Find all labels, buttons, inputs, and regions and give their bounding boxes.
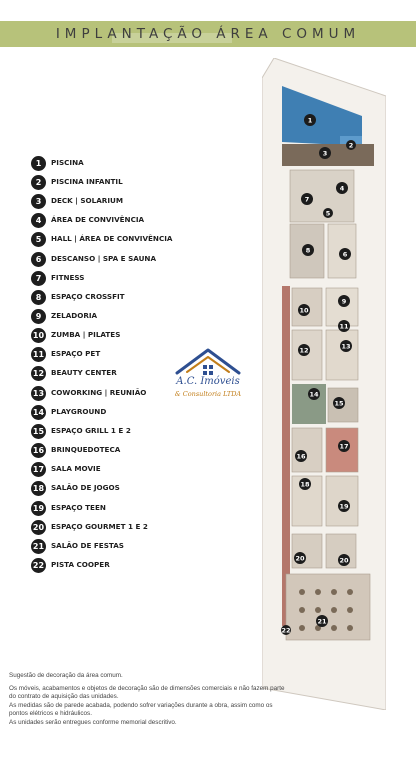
notes-caption: Sugestão de decoração da área comum. bbox=[9, 672, 123, 679]
legend-label: PISCINA bbox=[51, 158, 84, 167]
plan-marker bbox=[298, 304, 310, 316]
plan-marker bbox=[323, 208, 333, 218]
plan-marker bbox=[338, 440, 350, 452]
svg-text:21: 21 bbox=[317, 617, 327, 626]
plan-marker bbox=[346, 140, 356, 150]
legend-label: ZUMBA | PILATES bbox=[51, 330, 121, 339]
site-plan bbox=[262, 58, 386, 710]
room-block bbox=[290, 170, 354, 222]
site-plan-drawing bbox=[262, 58, 386, 710]
legend-label: ESPAÇO GRILL 1 E 2 bbox=[51, 426, 131, 435]
svg-text:2: 2 bbox=[348, 141, 354, 150]
legend-label: ESPAÇO PET bbox=[51, 349, 101, 358]
legend-number: 6 bbox=[31, 252, 46, 267]
legend-number: 1 bbox=[31, 156, 46, 171]
legend-label: BRINQUEDOTECA bbox=[51, 445, 121, 454]
plan-marker bbox=[338, 320, 350, 332]
legend-label: ESPAÇO CROSSFIT bbox=[51, 292, 125, 301]
notes-line: Os móveis, acabamentos e objetos de decoração são de dimensões comerciais e não fazem parte do contrato de aquisição das unidades. bbox=[9, 684, 285, 701]
logo-subtitle: & Consultoria LTDA bbox=[174, 390, 242, 398]
legend-number: 22 bbox=[31, 558, 46, 573]
legend-number: 5 bbox=[31, 232, 46, 247]
legend-number: 7 bbox=[31, 271, 46, 286]
svg-text:11: 11 bbox=[339, 322, 349, 331]
svg-text:7: 7 bbox=[304, 195, 310, 204]
svg-text:3: 3 bbox=[322, 149, 328, 158]
plan-marker bbox=[340, 340, 352, 352]
legend-label: DESCANSO | SPA E SAUNA bbox=[51, 254, 157, 263]
house-roof-icon bbox=[173, 345, 243, 379]
svg-text:14: 14 bbox=[309, 390, 319, 399]
svg-text:22: 22 bbox=[281, 626, 291, 635]
notes-line: As unidades serão entregues conforme memorial descritivo. bbox=[9, 718, 177, 726]
plan-marker bbox=[281, 625, 291, 635]
legend-label: BEAUTY CENTER bbox=[51, 368, 117, 377]
legend-number: 10 bbox=[31, 328, 46, 343]
legend-number: 17 bbox=[31, 462, 46, 477]
legend-number: 16 bbox=[31, 443, 46, 458]
plan-marker bbox=[319, 147, 331, 159]
legend-number: 4 bbox=[31, 213, 46, 228]
company-logo bbox=[173, 345, 243, 411]
legend-number: 2 bbox=[31, 175, 46, 190]
legend-number: 18 bbox=[31, 481, 46, 496]
plan-marker bbox=[299, 478, 311, 490]
room-block bbox=[326, 330, 358, 380]
svg-text:20: 20 bbox=[339, 556, 349, 565]
svg-text:13: 13 bbox=[341, 342, 351, 351]
plan-marker bbox=[295, 450, 307, 462]
legend-label: PLAYGROUND bbox=[51, 407, 107, 416]
legend-number: 21 bbox=[31, 539, 46, 554]
svg-text:1: 1 bbox=[307, 116, 313, 125]
svg-text:4: 4 bbox=[339, 184, 345, 193]
notes-line: As medidas são de parede acabada, podendo sofrer variações durante a obra, assim como os pontos elétricos e hidráulicos. bbox=[9, 701, 273, 718]
legend-label: PISCINA INFANTIL bbox=[51, 177, 123, 186]
plan-marker bbox=[301, 193, 313, 205]
logo-name: A.C. Imóveis bbox=[176, 376, 240, 387]
plan-marker bbox=[316, 615, 328, 627]
plan-marker bbox=[302, 244, 314, 256]
legend-number: 14 bbox=[31, 405, 46, 420]
svg-text:19: 19 bbox=[339, 502, 349, 511]
plan-marker bbox=[339, 248, 351, 260]
svg-text:12: 12 bbox=[299, 346, 309, 355]
legend-number: 15 bbox=[31, 424, 46, 439]
plan-marker bbox=[338, 554, 350, 566]
svg-text:20: 20 bbox=[295, 554, 305, 563]
legend-number: 19 bbox=[31, 501, 46, 516]
svg-text:17: 17 bbox=[339, 442, 349, 451]
svg-text:5: 5 bbox=[325, 209, 331, 218]
room-block bbox=[292, 428, 322, 472]
svg-text:15: 15 bbox=[334, 399, 344, 408]
legend-label: ZELADORIA bbox=[51, 311, 98, 320]
room-block bbox=[326, 288, 358, 326]
svg-text:18: 18 bbox=[300, 480, 310, 489]
svg-text:10: 10 bbox=[299, 306, 309, 315]
plan-marker bbox=[333, 397, 345, 409]
legend-label: PISTA COOPER bbox=[51, 560, 110, 569]
page-title: IMPLANTAÇÃO ÁREA COMUM bbox=[55, 26, 361, 42]
svg-text:8: 8 bbox=[305, 246, 311, 255]
disclaimer-notes bbox=[9, 672, 289, 728]
plan-marker bbox=[298, 344, 310, 356]
legend-label: ESPAÇO TEEN bbox=[51, 503, 106, 512]
svg-text:9: 9 bbox=[341, 297, 347, 306]
legend-label: SALÃO DE FESTAS bbox=[51, 541, 124, 550]
title-banner bbox=[0, 21, 416, 47]
legend-number: 9 bbox=[31, 309, 46, 324]
legend-number: 13 bbox=[31, 386, 46, 401]
legend-label: COWORKING | REUNIÃO bbox=[51, 388, 147, 397]
party-hall bbox=[286, 574, 370, 640]
svg-text:16: 16 bbox=[296, 452, 306, 461]
plan-marker bbox=[338, 295, 350, 307]
legend-label: DECK | SOLARIUM bbox=[51, 196, 123, 205]
legend-label: HALL | ÁREA DE CONVIVÊNCIA bbox=[51, 234, 173, 243]
legend-number: 11 bbox=[31, 347, 46, 362]
legend-number: 8 bbox=[31, 290, 46, 305]
legend-label: SALA MOVIE bbox=[51, 464, 101, 473]
plan-marker bbox=[294, 552, 306, 564]
plan-marker bbox=[308, 388, 320, 400]
room-block bbox=[292, 534, 322, 568]
plan-marker bbox=[304, 114, 316, 126]
legend-number: 12 bbox=[31, 366, 46, 381]
legend-label: FITNESS bbox=[51, 273, 85, 282]
legend-label: SALÃO DE JOGOS bbox=[51, 483, 120, 492]
legend-label: ESPAÇO GOURMET 1 E 2 bbox=[51, 522, 148, 531]
legend-label: ÁREA DE CONVIVÊNCIA bbox=[51, 215, 145, 224]
plan-marker bbox=[336, 182, 348, 194]
plan-marker bbox=[338, 500, 350, 512]
svg-text:6: 6 bbox=[342, 250, 348, 259]
legend-number: 20 bbox=[31, 520, 46, 535]
legend-number: 3 bbox=[31, 194, 46, 209]
